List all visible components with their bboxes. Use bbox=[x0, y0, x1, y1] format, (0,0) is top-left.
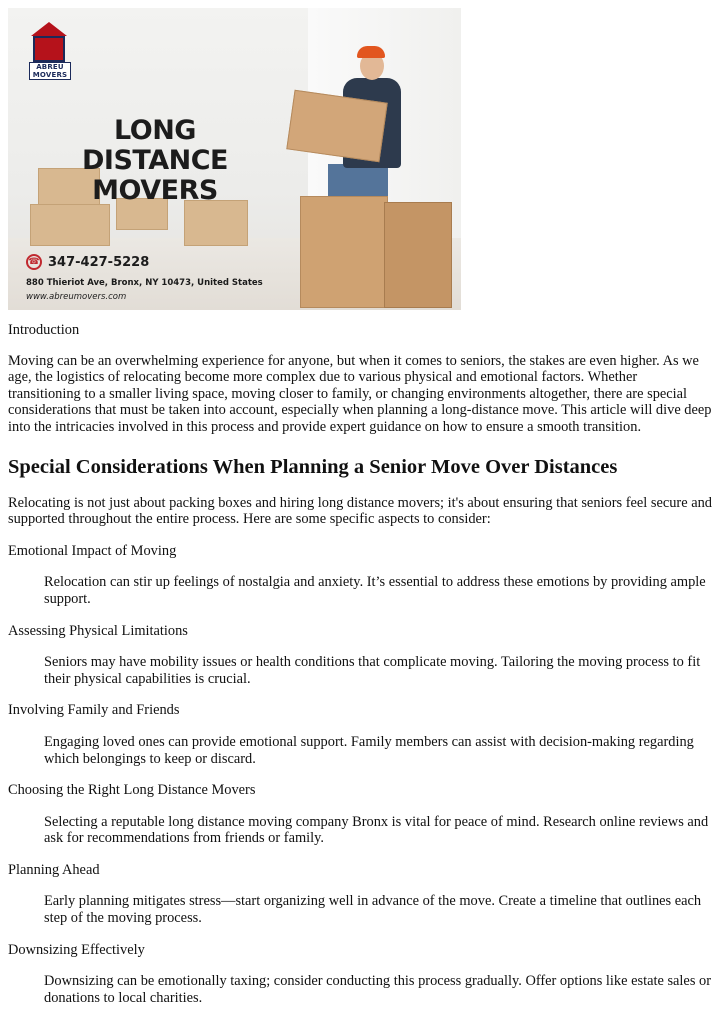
contact-block bbox=[26, 252, 266, 302]
company-logo bbox=[28, 22, 70, 79]
item-title: Planning Ahead bbox=[8, 861, 100, 878]
intro-label: Introduction bbox=[8, 322, 80, 338]
intro-paragraph: Moving can be an overwhelming experience for anyone, but when it comes to seniors, the stakes are even higher. As we age, the logistics of relocating become more complex due to various physical and emotional factors. Whether transitioning to a smaller living space, moving closer to family, or changing environments altogether, there are special considerations that must be taken into account, especially when planning a long-distance move. This article will dive deep into the intricacies involved in this process and provide expert guidance on how to ensure a smooth transition. bbox=[8, 352, 712, 435]
item-title: Emotional Impact of Moving bbox=[8, 542, 177, 559]
logo-building bbox=[33, 36, 65, 62]
item-title: Downsizing Effectively bbox=[8, 941, 145, 958]
item-description: Seniors may have mobility issues or health conditions that complicate moving. Tailoring the moving process to fit their physical capabilities is crucial. bbox=[44, 654, 701, 687]
hero-banner-image bbox=[8, 8, 461, 310]
section-heading: Special Considerations When Planning a Senior Move Over Distances bbox=[8, 455, 618, 478]
item-description: Relocation can stir up feelings of nostalgia and anxiety. It’s essential to address these emotions by providing ample support. bbox=[44, 574, 706, 607]
item-description: Downsizing can be emotionally taxing; consider conducting this process gradually. Offer options like estate sales or donations to local charities. bbox=[44, 973, 711, 1006]
item-description: Engaging loved ones can provide emotional support. Family members can assist with decision-making regarding which belongings to keep or discard. bbox=[44, 733, 694, 767]
cardboard-box bbox=[300, 196, 388, 308]
item-title: Involving Family and Friends bbox=[8, 702, 180, 719]
mover-cap bbox=[357, 46, 385, 58]
background-box bbox=[30, 204, 110, 246]
logo-roof bbox=[31, 22, 67, 36]
phone-row bbox=[26, 252, 266, 272]
background-box bbox=[184, 200, 248, 246]
carried-box bbox=[286, 90, 387, 162]
item-title: Assessing Physical Limitations bbox=[8, 622, 188, 639]
banner-headline bbox=[60, 116, 250, 206]
logo-text: ABREU MOVERS bbox=[29, 62, 71, 80]
website-text: www.abreumovers.com bbox=[26, 292, 127, 302]
phone-number: 347-427-5228 bbox=[48, 254, 150, 270]
address-text: 880 Thieriot Ave, Bronx, NY 10473, United States bbox=[26, 278, 263, 288]
item-description: Selecting a reputable long distance moving company Bronx is vital for peace of mind. Research online reviews and ask for recommendations from friends or family. bbox=[44, 813, 709, 847]
headline-line: LONG bbox=[114, 115, 196, 146]
cardboard-box bbox=[384, 202, 452, 308]
article-body bbox=[8, 320, 712, 1006]
phone-icon: ☎ bbox=[26, 254, 42, 270]
item-title: Choosing the Right Long Distance Movers bbox=[8, 782, 256, 799]
item-description: Early planning mitigates stress—start organizing well in advance of the move. Create a timeline that outlines each step of the moving process. bbox=[44, 893, 702, 927]
headline-line: MOVERS bbox=[92, 175, 218, 206]
headline-line: DISTANCE bbox=[82, 145, 228, 176]
lead-paragraph: Relocating is not just about packing boxes and hiring long distance movers; it's about ensuring that seniors feel secure and supported throughout the entire process. Here are some specific aspects to consider: bbox=[8, 494, 712, 528]
mover-legs bbox=[328, 164, 388, 200]
